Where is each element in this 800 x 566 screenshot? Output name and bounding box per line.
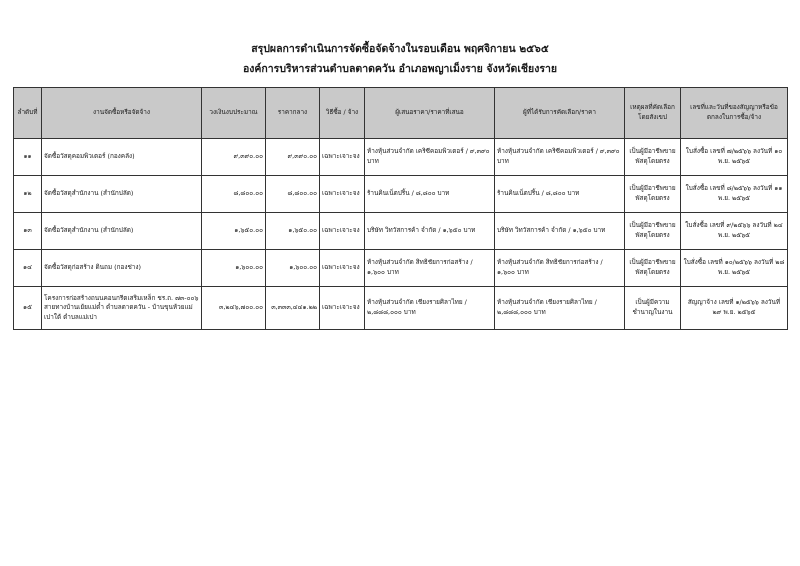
cell-reason: เป็นผู้มีอาชีพขายพัสดุโดยตรง [625,176,681,213]
cell-contract: ใบสั่งซื้อ เลขที่ ๑๐/๒๕๖๖ ลงวันที่ ๒๘ พ.ย. ๒๕๖๕ [681,250,788,287]
cell-method: เฉพาะเจาะจง [320,176,365,213]
cell-bidder: ห้างหุ้นส่วนจำกัด เชียงรายศิลาไทย / ๒,๘๘๘,๐๐๐ บาท [365,287,495,330]
header-item: งานจัดซื้อหรือจัดจ้าง [42,88,202,139]
cell-method: เฉพาะเจาะจง [320,250,365,287]
header-contract: เลขที่และวันที่ของสัญญาหรือข้อตกลงในการซื้อ/จ้าง [681,88,788,139]
cell-method: เฉพาะเจาะจง [320,213,365,250]
cell-method: เฉพาะเจาะจง [320,287,365,330]
cell-budget: ๘,๘๐๐.๐๐ [202,176,266,213]
cell-no: ๑๑ [14,139,42,176]
cell-contract: ใบสั่งซื้อ เลขที่ ๗/๒๕๖๖ ลงวันที่ ๑๐ พ.ย. ๒๕๖๕ [681,139,788,176]
cell-median-price: ๓,๓๓๓,๔๔๑.๒๒ [266,287,320,330]
cell-method: เฉพาะเจาะจง [320,139,365,176]
header-median-price: ราคากลาง [266,88,320,139]
header-method: วิธีซื้อ / จ้าง [320,88,365,139]
cell-contract: สัญญาจ้าง เลขที่ ๑/๒๕๖๖ ลงวันที่ ๒๙ พ.ย. ๒๕๖๕ [681,287,788,330]
cell-reason: เป็นผู้มีอาชีพขายพัสดุโดยตรง [625,139,681,176]
table-row [14,213,788,250]
document-subtitle: องค์การบริหารส่วนตำบลตาดควัน อำเภอพญาเม็งราย จังหวัดเชียงราย [242,63,558,75]
cell-winner: ห้างหุ้นส่วนจำกัด เชียงรายศิลาไทย / ๒,๘๘๘,๐๐๐ บาท [495,287,625,330]
cell-bidder: ร้านคินเน็ตปริ้น / ๘,๘๐๐ บาท [365,176,495,213]
cell-bidder: ห้างหุ้นส่วนจำกัด เคริซีคอมพิวเตอร์ / ๙,๓๙๐ บาท [365,139,495,176]
cell-contract: ใบสั่งซื้อ เลขที่ ๙/๒๕๖๖ ลงวันที่ ๒๔ พ.ย. ๒๕๖๕ [681,213,788,250]
cell-item: จัดซื้อวัสดุคอมพิวเตอร์ (กองคลัง) [42,139,202,176]
cell-no: ๑๔ [14,250,42,287]
cell-median-price: ๙,๓๙๐.๐๐ [266,139,320,176]
table-row [14,250,788,287]
document-title: สรุปผลการดำเนินการจัดซื้อจัดจ้างในรอบเดือน พฤศจิกายน ๒๕๖๕ [251,43,549,55]
header-no: ลำดับที่ [14,88,42,139]
table-header-row [14,88,788,139]
cell-budget: ๙,๓๙๐.๐๐ [202,139,266,176]
cell-budget: ๑,๖๐๐.๐๐ [202,250,266,287]
cell-budget: ๑,๖๕๐.๐๐ [202,213,266,250]
table-row [14,176,788,213]
cell-item: จัดซื้อวัสดุสำนักงาน (สำนักปลัด) [42,176,202,213]
cell-no: ๑๓ [14,213,42,250]
cell-median-price: ๑,๖๕๐.๐๐ [266,213,320,250]
cell-no: ๑๒ [14,176,42,213]
header-winner: ผู้ที่ได้รับการคัดเลือก/ราคา [495,88,625,139]
cell-winner: ร้านคินเน็ตปริ้น / ๘,๘๐๐ บาท [495,176,625,213]
cell-winner: ห้างหุ้นส่วนจำกัด สิทธิชัยการก่อสร้าง / ๑,๖๐๐ บาท [495,250,625,287]
cell-winner: ห้างหุ้นส่วนจำกัด เคริซีคอมพิวเตอร์ / ๙,๓๙๐ บาท [495,139,625,176]
procurement-table [13,87,788,330]
cell-reason: เป็นผู้มีอาชีพขายพัสดุโดยตรง [625,250,681,287]
cell-reason: เป็นผู้มีความชำนาญในงาน [625,287,681,330]
cell-bidder: บริษัท วิทวัสการค้า จำกัด / ๑,๖๕๐ บาท [365,213,495,250]
table-row [14,287,788,330]
cell-budget: ๓,๒๔๖,๗๐๐.๐๐ [202,287,266,330]
cell-median-price: ๘,๘๐๐.๐๐ [266,176,320,213]
cell-reason: เป็นผู้มีอาชีพขายพัสดุโดยตรง [625,213,681,250]
cell-item: โครงการก่อสร้างถนนคอนกรีตเสริมเหล็ก ชร.ถ. ๗๓-๐๐๖ สายทางบ้านเย้ยแม่ต๋ำ ตำบลตาดควัน - บ้านขุนห้วยแม่เปาใต้ ตำบลแม่เปา [42,287,202,330]
cell-contract: ใบสั่งซื้อ เลขที่ ๘/๒๕๖๖ ลงวันที่ ๑๑ พ.ย. ๒๕๖๕ [681,176,788,213]
cell-item: จัดซื้อวัสดุสำนักงาน (สำนักปลัด) [42,213,202,250]
header-budget: วงเงินงบประมาณ [202,88,266,139]
table-row [14,139,788,176]
cell-median-price: ๑,๖๐๐.๐๐ [266,250,320,287]
header-bidder: ผู้เสนอราคา/ราคาที่เสนอ [365,88,495,139]
cell-item: จัดซื้อวัสดุก่อสร้าง ดินถม (กองช่าง) [42,250,202,287]
cell-no: ๑๕ [14,287,42,330]
header-reason: เหตุผลที่คัดเลือกโดยสังเขป [625,88,681,139]
cell-winner: บริษัท วิทวัสการค้า จำกัด / ๑,๖๕๐ บาท [495,213,625,250]
cell-bidder: ห้างหุ้นส่วนจำกัด สิทธิชัยการก่อสร้าง / ๑,๖๐๐ บาท [365,250,495,287]
